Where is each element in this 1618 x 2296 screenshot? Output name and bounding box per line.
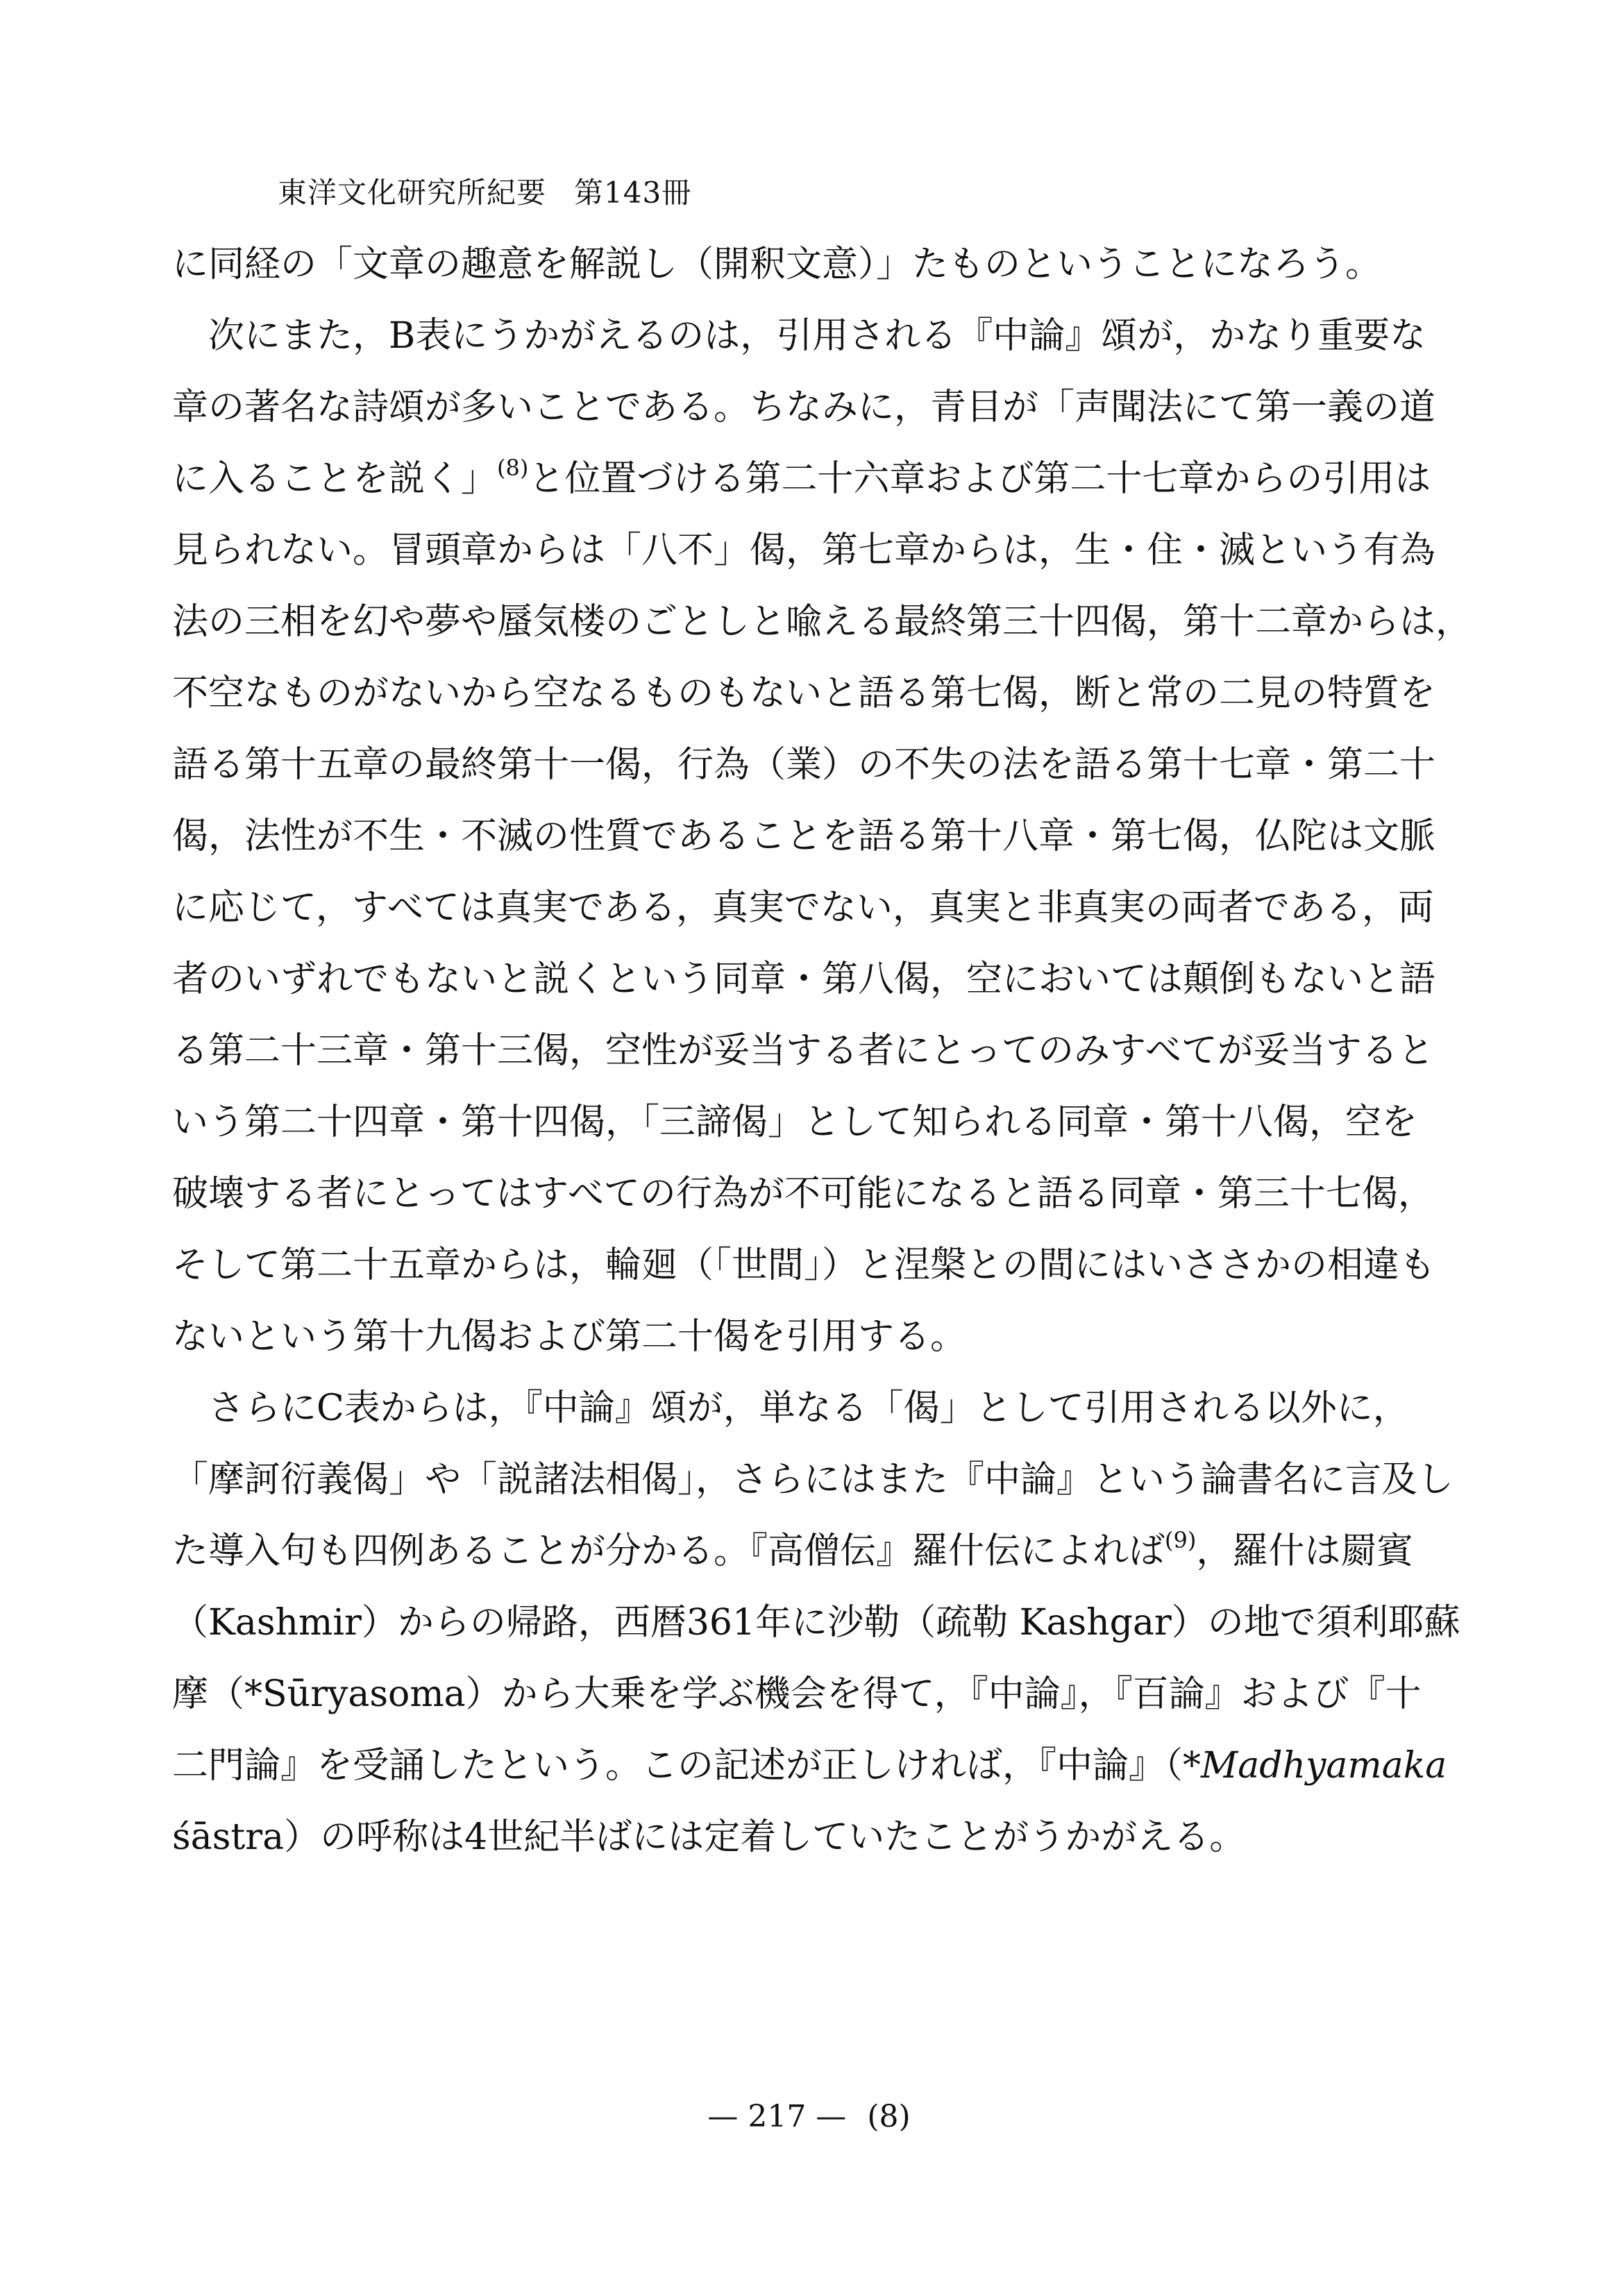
text-line: そして第二十五章からは，輪廻（「世間」）と涅槃との間にはいささかの相違も: [172, 1244, 1436, 1286]
text-fragment: た導入句も四例あることが分かる。『高僧伝』羅什伝によれば: [172, 1530, 1165, 1572]
body-text: [172, 229, 1472, 1873]
text-line: 語る第十五章の最終第十一偈，行為（業）の不失の法を語る第十七章・第二十: [172, 744, 1436, 786]
text-line: [172, 1516, 1413, 1587]
italic-title: Madhyamaka: [1201, 1745, 1447, 1787]
text-line: 破壊する者にとってはすべての行為が不可能になると語る同章・第三十七偈，: [172, 1173, 1434, 1215]
running-header: [278, 172, 691, 214]
text-line: 摩（*Sūryasoma）から大乗を学ぶ機会を得て，『中論』，『百論』および『十: [172, 1673, 1422, 1715]
text-line: に応じて，すべては真実である，真実でない，真実と非真実の両者である，両: [172, 887, 1434, 929]
footnote-marker: (9): [1165, 1527, 1197, 1553]
text-line: [172, 1730, 1447, 1802]
text-line: 偈，法性が不生・不滅の性質であることを語る第十八章・第七偈，仏陀は文脈: [172, 816, 1436, 857]
text-line: ないという第十九偈および第二十偈を引用する。: [172, 1316, 967, 1358]
text-line: śāstra）の呼称は4世紀半ばには定着していたことがうかがえる。: [172, 1816, 1246, 1858]
text-line: [172, 444, 1431, 515]
text-line: に同経の「文章の趣意を解説し（開釈文意）」たものということになろう。: [172, 244, 1382, 285]
text-fragment: に入ることを説く」: [172, 458, 498, 500]
text-line: 不空なものがないから空なるものもないと語る第七偈，断と常の二見の特質を: [172, 673, 1436, 714]
text-line: 章の著名な詩頌が多いことである。ちなみに，青目が「声聞法にて第一義の道: [172, 387, 1436, 428]
footnote-marker: (8): [497, 455, 529, 481]
text-line: さらにC表からは，『中論』頌が，単なる「偈」として引用される以外に，: [208, 1387, 1409, 1429]
page-number: [0, 2096, 1618, 2138]
text-fragment: と位置づける第二十六章および第二十七章からの引用は: [528, 458, 1431, 500]
page-number-main: — 217 —: [707, 2099, 847, 2134]
text-line: 法の三相を幻や夢や蜃気楼のごとしと喩える最終第三十四偈，第十二章からは，: [172, 601, 1472, 643]
text-line: （Kashmir）からの帰路，西暦361年に沙勒（疏勒 Kashgar）の地で須利耶蘇: [172, 1602, 1460, 1644]
text-line: る第二十三章・第十三偈，空性が妥当する者にとってのみすべてが妥当すると: [172, 1030, 1434, 1072]
text-line: 者のいずれでもないと説くという同章・第八偈，空においては顛倒もないと語: [172, 959, 1436, 1000]
text-line: いう第二十四章・第十四偈，「三諦偈」として知られる同章・第十八偈，空を: [172, 1101, 1418, 1143]
text-line: 「摩訶衍義偈」や「説諸法相偈」，さらにはまた『中論』という論書名に言及し: [172, 1459, 1454, 1501]
page-number-sub: (8): [867, 2099, 911, 2134]
text-line: 見られない。冒頭章からは「八不」偈，第七章からは，生・住・滅という有為: [172, 530, 1436, 571]
text-fragment: ，羅什は罽賓: [1196, 1530, 1413, 1572]
journal-title: 東洋文化研究所紀要: [278, 176, 547, 210]
text-fragment: 二門論』を受誦したという。この記述が正しければ，『中論』（*: [172, 1745, 1202, 1787]
text-line: 次にまた，B表にうかがえるのは，引用される『中論』頌が，かなり重要な: [208, 315, 1426, 357]
volume-number: 第143冊: [574, 176, 692, 210]
